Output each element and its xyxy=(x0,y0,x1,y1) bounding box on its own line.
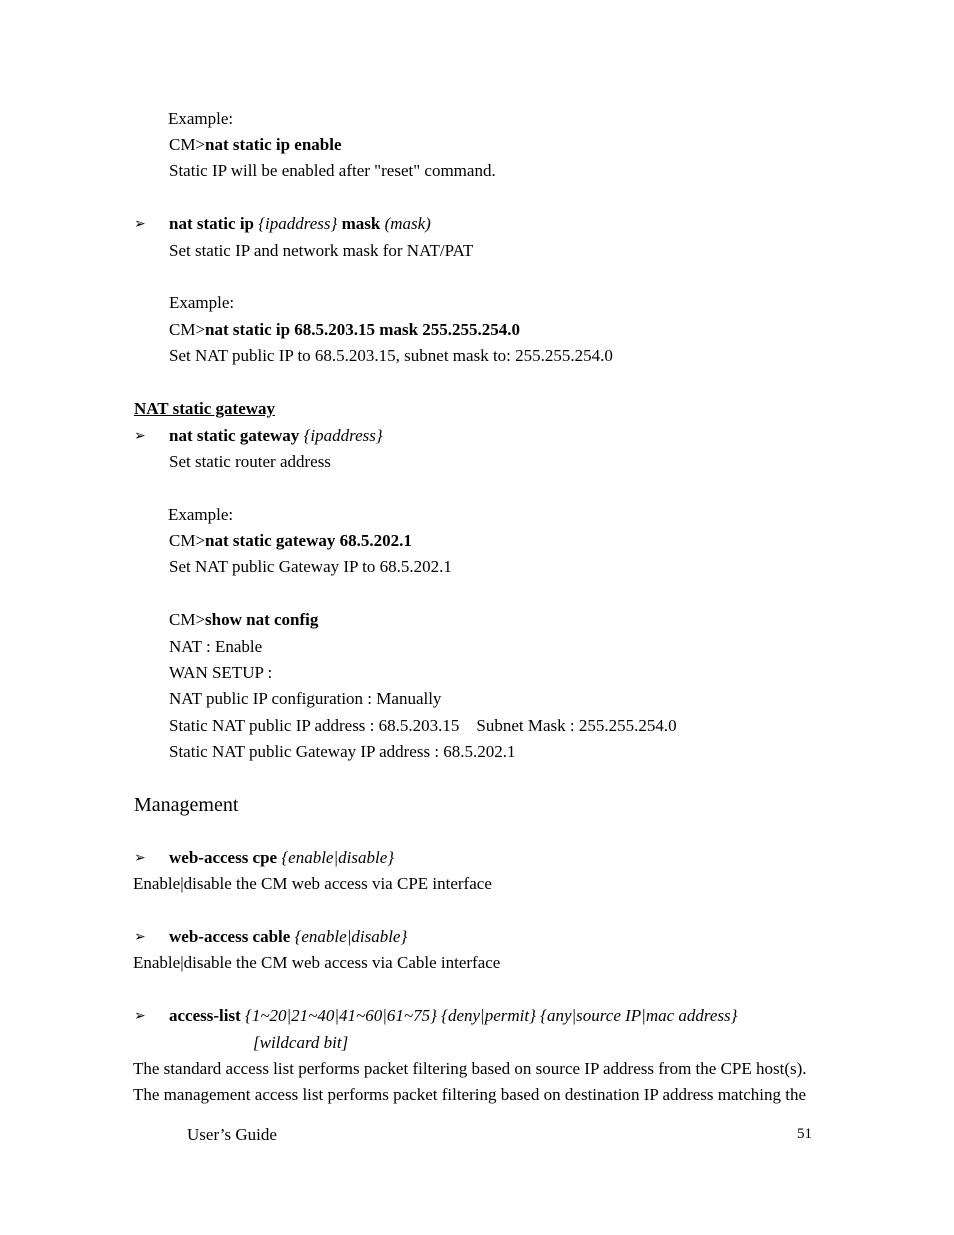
example-label: Example: xyxy=(169,293,235,312)
output-line: Static NAT public Gateway IP address : 68.5.202.1 xyxy=(169,742,516,761)
command-line xyxy=(169,320,520,340)
command-text: nat static gateway 68.5.202.1 xyxy=(205,531,412,550)
cm-prompt: CM> xyxy=(169,610,206,629)
output-line: NAT public IP configuration : Manually xyxy=(169,689,442,708)
command-description: Enable|disable the CM web access via CPE interface xyxy=(133,874,492,893)
command-description: Enable|disable the CM web access via Cable interface xyxy=(133,953,501,972)
syntax-keyword: nat static gateway xyxy=(169,426,300,445)
bullet-arrow-icon: ➢ xyxy=(134,428,146,444)
syntax-arg: {1~20|21~40|41~60|61~75} {deny|permit} {any|source IP|mac address} xyxy=(245,1006,738,1025)
command-description: Set static IP and network mask for NAT/PAT xyxy=(169,241,474,260)
page-number: 51 xyxy=(797,1126,812,1142)
syntax-keyword: web-access cpe xyxy=(169,848,278,867)
command-text: show nat config xyxy=(205,610,319,629)
command-text: nat static ip enable xyxy=(205,135,342,154)
bullet-arrow-icon: ➢ xyxy=(134,1008,146,1024)
command-description: Static IP will be enabled after "reset" command. xyxy=(169,161,496,180)
syntax-keyword: web-access cable xyxy=(169,927,291,946)
command-syntax xyxy=(169,848,394,868)
syntax-arg: {ipaddress} xyxy=(258,214,338,233)
output-line: NAT : Enable xyxy=(169,637,263,656)
example-description: Set NAT public IP to 68.5.203.15, subnet mask to: 255.255.254.0 xyxy=(169,346,613,365)
syntax-arg-continuation: [wildcard bit] xyxy=(253,1033,349,1052)
cm-prompt: CM> xyxy=(169,135,206,154)
output-line: WAN SETUP : xyxy=(169,663,273,682)
section-heading: Management xyxy=(134,794,239,816)
command-description: Set static router address xyxy=(169,452,331,471)
section-heading: NAT static gateway xyxy=(134,399,276,418)
command-line xyxy=(169,135,342,155)
bullet-arrow-icon: ➢ xyxy=(134,850,146,866)
syntax-arg: {enable|disable} xyxy=(281,848,395,867)
command-syntax xyxy=(169,927,407,947)
cm-prompt: CM> xyxy=(169,320,206,339)
syntax-keyword: access-list xyxy=(169,1006,241,1025)
output-line: Static NAT public IP address : 68.5.203.15 Subnet Mask : 255.255.254.0 xyxy=(169,716,677,735)
cm-prompt: CM> xyxy=(169,531,206,550)
syntax-keyword: mask xyxy=(341,214,381,233)
paragraph-line: The management access list performs packet filtering based on destination IP address matching the xyxy=(133,1085,807,1104)
syntax-arg: (mask) xyxy=(384,214,431,233)
syntax-keyword: nat static ip xyxy=(169,214,254,233)
command-syntax xyxy=(169,426,383,446)
command-line xyxy=(169,610,318,630)
command-line xyxy=(169,531,412,551)
command-syntax xyxy=(169,214,431,234)
command-text: nat static ip 68.5.203.15 mask 255.255.254.0 xyxy=(205,320,521,339)
example-label: Example: xyxy=(168,505,234,524)
footer-title: User’s Guide xyxy=(187,1125,277,1144)
bullet-arrow-icon: ➢ xyxy=(134,216,146,232)
example-label: Example: xyxy=(168,109,234,128)
syntax-arg: {ipaddress} xyxy=(303,426,383,445)
example-description: Set NAT public Gateway IP to 68.5.202.1 xyxy=(169,557,452,576)
command-syntax xyxy=(169,1006,737,1026)
syntax-arg: {enable|disable} xyxy=(294,927,408,946)
bullet-arrow-icon: ➢ xyxy=(134,929,146,945)
paragraph-line: The standard access list performs packet filtering based on source IP address from the CPE host(s). xyxy=(133,1059,807,1078)
